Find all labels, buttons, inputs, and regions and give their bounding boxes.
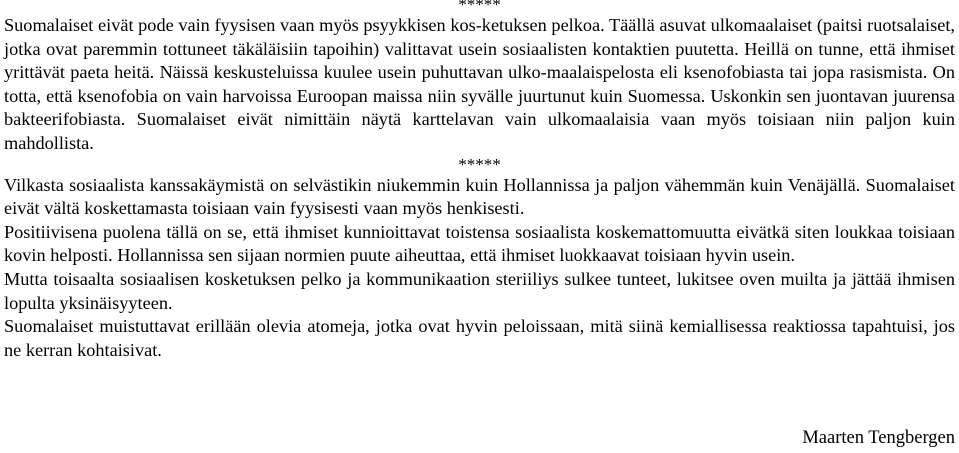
section-separator-top: ***** bbox=[458, 0, 501, 14]
paragraph-positive-side: Positiivisena puolena tällä on se, että ihmiset kunnioittavat toistensa sosiaalista koskemattomuutta eivätkä siten loukkaa toisiaan kovin helposti. Hollannissa sen sijaan normien puute aiheuttaa, että ihmiset luokkaavat toisiaan hyvin usein. bbox=[4, 221, 955, 266]
paragraph-xenophobia: Suomalaiset eivät pode vain fyysisen vaan myös psyykkisen kos-ketuksen pelkoa. Täällä asuvat ulkomaalaiset (paitsi ruotsalaiset, jotka ovat paremmin tottuneet täkäläisiin tapoihin) valittavat usein sosiaalisten kontaktien puutetta. Heillä on tunne, että ihmiset yrittävät paeta heitä. Näissä keskusteluissa kuulee usein puhuttavan ulko-maalaispelosta eli ksenofobiasta tai jopa rasismista. On totta, että ksenofobia on vain harvoissa Euroopan maissa niin syvälle juurtunut kuin Suomessa. Uskonkin sen juontavan juurensa bakteerifobiasta. Suomalaiset eivät nimittäin näytä karttelavan vain ulkomaalaisia vaan myös toisiaan niin paljon kuin mahdollista. bbox=[4, 15, 955, 153]
section-separator-middle: ***** bbox=[458, 154, 501, 174]
document-body bbox=[4, 0, 955, 362]
paragraph-negative-side: Mutta toisaalta sosiaalisen kosketuksen pelko ja kommunikaation steriiliys sulkee tunteet, lukitsee oven muilta ja jättää ihmisen lopulta yksinäisyyteen. bbox=[4, 268, 955, 313]
author-signature: Maarten Tengbergen bbox=[802, 428, 955, 448]
paragraph-atoms: Suomalaiset muistuttavat erillään olevia atomeja, jotka ovat hyvin peloissaan, mitä siinä kemiallisessa reaktiossa tapahtuisi, jos ne kerran kohtaisivat. bbox=[4, 316, 955, 360]
paragraph-social-interaction: Vilkasta sosiaalista kanssakäymistä on selvästikin niukemmin kuin Hollannissa ja paljon vähemmän kuin Venäjällä. Suomalaiset eivät vältä koskettamasta toisiaan vain fyysisesti vaan myös henkisesti. bbox=[4, 174, 955, 219]
